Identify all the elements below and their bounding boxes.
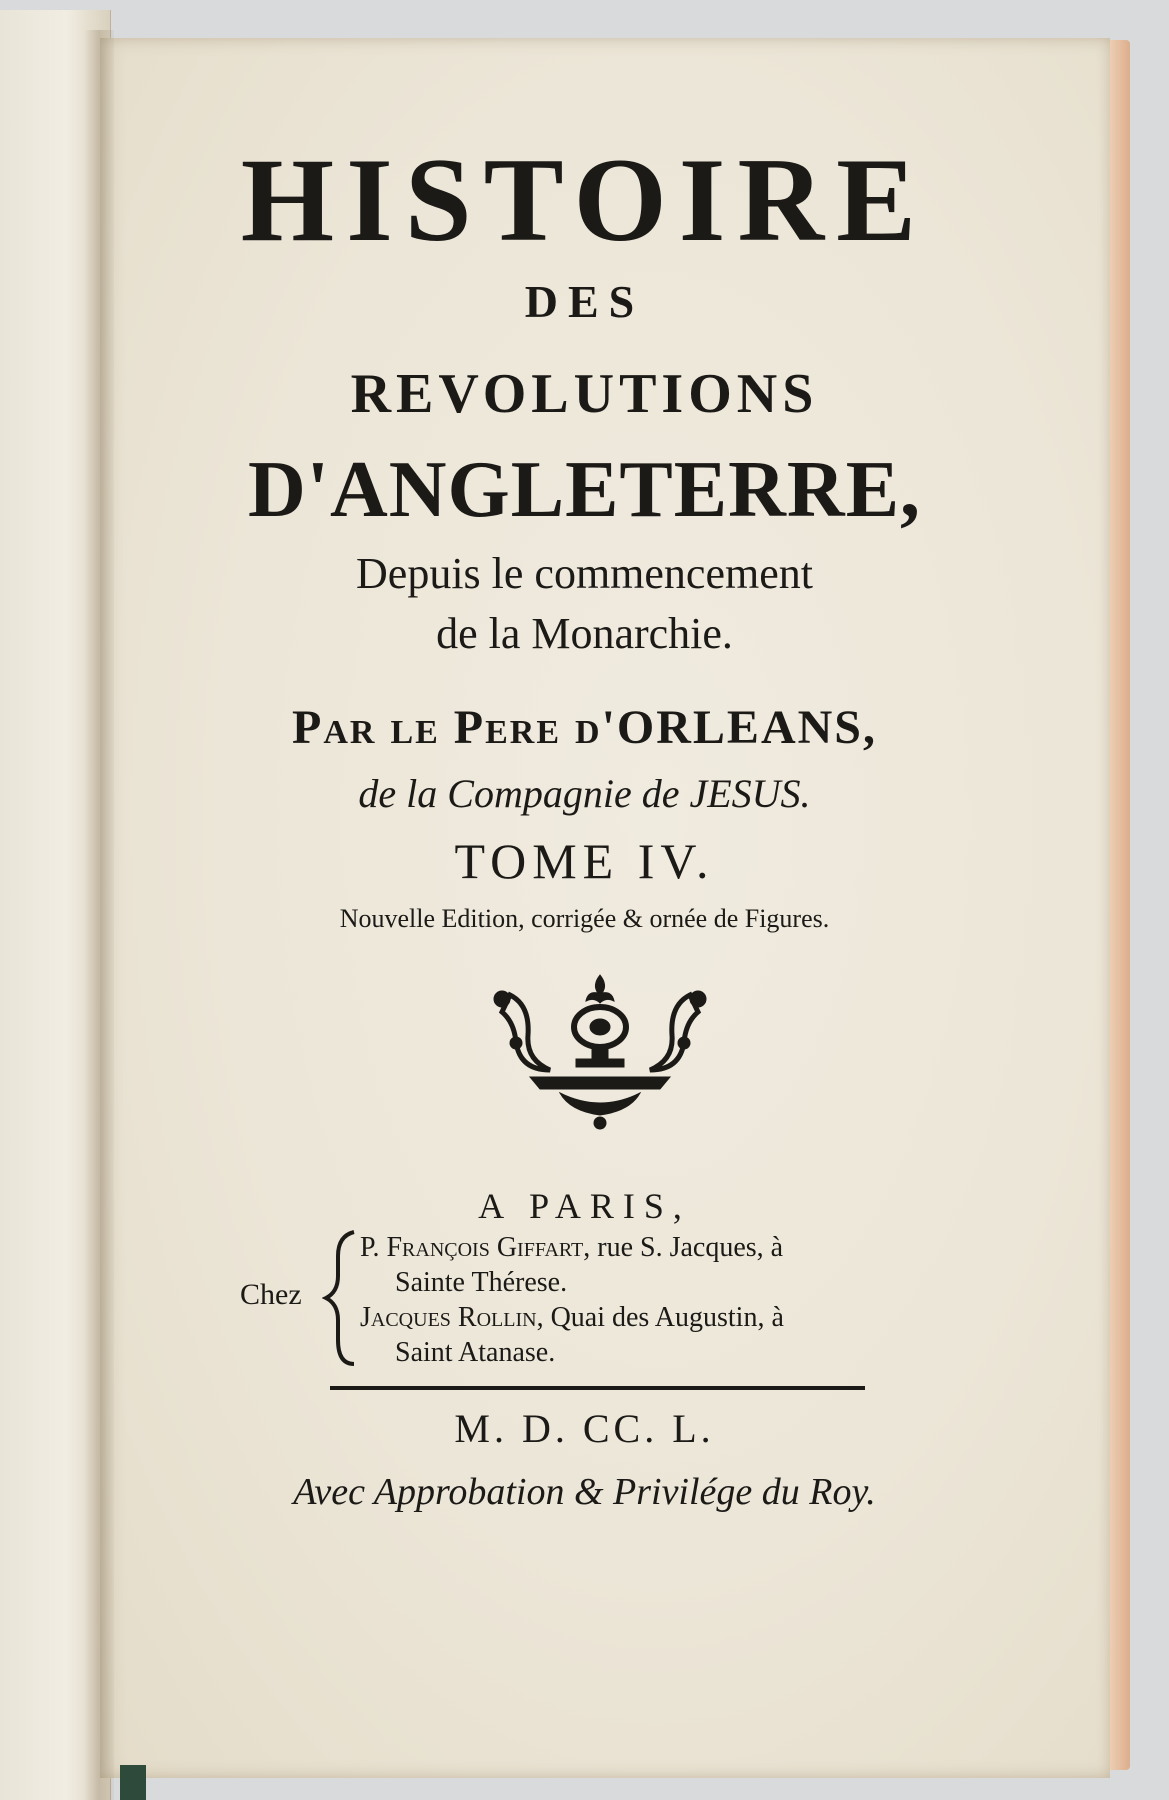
privilege-line: Avec Approbation & Privilége du Roy. (293, 1471, 876, 1513)
publisher-2-address: , Quai des Augustin, à (536, 1302, 784, 1333)
title-des: DES (524, 276, 645, 327)
imprint-city: A PARIS, (478, 1186, 691, 1226)
bookmark-ribbon (120, 1765, 146, 1800)
volume-number: TOME IV. (454, 833, 715, 889)
publisher-2-name: Jacques Rollin (360, 1302, 537, 1333)
title-histoire: HISTOIRE (240, 133, 929, 266)
publication-year: M. D. CC. L. (454, 1406, 715, 1451)
horizontal-rule (330, 1386, 865, 1390)
publisher-1-name: P. François Giffart (360, 1232, 584, 1263)
publisher-2-sign: Saint Atanase. (395, 1337, 556, 1368)
publisher-1 (360, 1232, 783, 1264)
title-angleterre: D'ANGLETERRE, (247, 446, 922, 534)
subtitle-line-2: de la Monarchie. (436, 609, 733, 658)
curly-brace-icon (322, 1228, 358, 1368)
publisher-2 (360, 1302, 784, 1334)
publisher-1-sign: Sainte Thérese. (395, 1267, 568, 1298)
publisher-1-address: , rue S. Jacques, à (583, 1232, 784, 1263)
urn-with-scrolls-ornament (480, 965, 720, 1135)
subtitle-line-1: Depuis le commencement (356, 549, 813, 598)
society-line: de la Compagnie de JESUS. (358, 771, 811, 816)
imprint-chez: Chez (240, 1278, 302, 1311)
title-revolutions: REVOLUTIONS (350, 363, 819, 425)
author-line: Par le Pere d'ORLEANS, (292, 701, 877, 754)
edition-note: Nouvelle Edition, corrigée & ornée de Figures. (339, 904, 830, 933)
